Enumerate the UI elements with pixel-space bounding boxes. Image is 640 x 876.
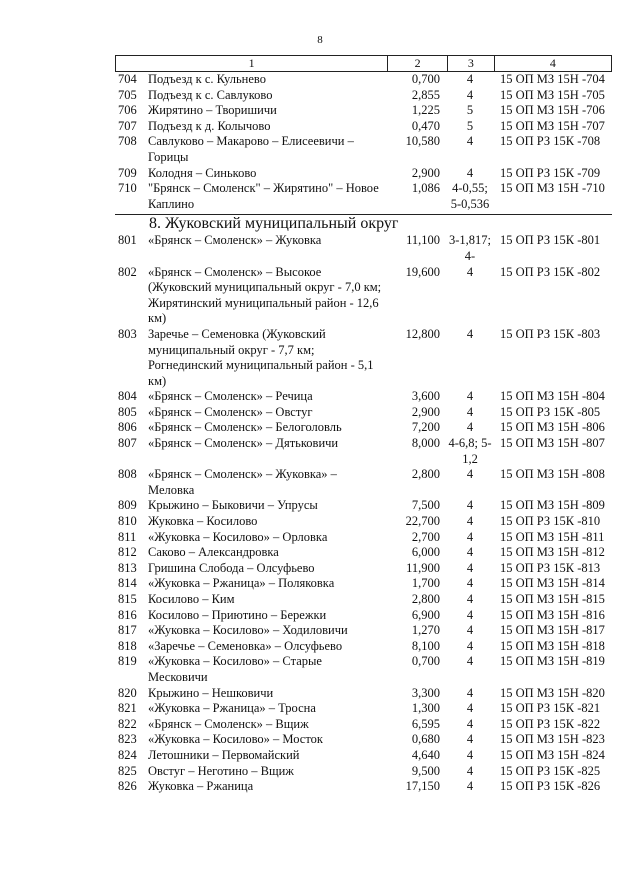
road-name: «Жуковка – Косилово» – Мосток (148, 732, 323, 747)
road-category: 4 (466, 560, 474, 575)
road-code: 15 ОП РЗ 15К -810 (500, 514, 601, 529)
table-row (115, 608, 612, 624)
road-code: 15 ОП МЗ 15Н -820 (500, 685, 605, 700)
table-row (115, 103, 612, 119)
row-number: 822 (118, 716, 137, 731)
table-row (115, 530, 612, 546)
road-code: 15 ОП РЗ 15К -825 (500, 763, 601, 778)
road-length: 17,150 (405, 779, 440, 794)
road-name: Косилово – Приютино – Бережки (148, 607, 327, 622)
row-number: 813 (118, 560, 137, 575)
table-row (115, 327, 612, 389)
road-code: 15 ОП МЗ 15Н -806 (500, 420, 605, 435)
road-code: 15 ОП МЗ 15Н -706 (500, 103, 605, 118)
road-category: 4 (466, 545, 474, 560)
row-number: 708 (118, 134, 137, 149)
table-row (115, 654, 612, 685)
rows-district-8 (115, 233, 612, 794)
section-title: 8. Жуковский муниципальный округ (115, 214, 612, 233)
road-name: Косилово – Ким (148, 592, 235, 606)
road-code: 15 ОП РЗ 15К -802 (500, 264, 601, 279)
row-number: 807 (118, 436, 137, 451)
table-row (115, 701, 612, 717)
road-length: 0,700 (411, 72, 440, 86)
road-length: 2,900 (411, 165, 440, 180)
row-number: 816 (118, 607, 137, 622)
road-name: «Брянск – Смоленск» – Жуковка (148, 233, 322, 248)
road-category: 4 (466, 87, 474, 102)
road-length: 11,900 (406, 560, 440, 575)
road-code: 15 ОП МЗ 15Н -809 (500, 498, 605, 513)
table-row (115, 686, 612, 702)
road-name: Подъезд к д. Колычово (148, 118, 271, 133)
table-row (115, 592, 612, 608)
road-name: Жирятино – Творишичи (148, 103, 277, 118)
row-number: 707 (118, 118, 137, 133)
road-name: Овстуг – Неготино – Вщиж (148, 763, 294, 778)
road-length: 1,700 (411, 576, 440, 591)
road-length: 12,800 (405, 326, 440, 341)
road-length: 2,855 (411, 87, 440, 102)
road-name: Летошники – Первомайский (148, 747, 300, 762)
road-length: 7,200 (411, 420, 440, 435)
table-row (115, 233, 612, 264)
road-category: 4 (466, 326, 474, 341)
road-code: 15 ОП МЗ 15Н -824 (500, 747, 605, 762)
road-length: 6,000 (411, 545, 440, 560)
road-length: 9,500 (411, 763, 440, 778)
road-code: 15 ОП МЗ 15Н -815 (500, 592, 605, 606)
road-name: «Жуковка – Косилово» – Орловка (148, 529, 328, 544)
road-code: 15 ОП РЗ 15К -709 (500, 165, 601, 180)
road-name: «Брянск – Смоленск» – Вщиж (148, 716, 309, 731)
table-row (115, 467, 612, 498)
page-number: 8 (317, 34, 323, 46)
table-row (115, 717, 612, 733)
road-category: 4 (466, 638, 474, 653)
road-length: 3,300 (411, 685, 440, 700)
road-length: 8,100 (411, 638, 440, 653)
table-row (115, 166, 612, 182)
row-number: 801 (118, 233, 137, 248)
road-length: 1,086 (411, 181, 440, 196)
road-code: 15 ОП МЗ 15Н -814 (500, 576, 605, 591)
road-category: 4 (466, 72, 474, 86)
road-category: 4 (466, 529, 474, 544)
table-row (115, 72, 612, 88)
road-name: Жуковка – Ржаница (148, 779, 254, 794)
row-number: 709 (118, 165, 137, 180)
row-number: 814 (118, 576, 137, 591)
road-code: 15 ОП РЗ 15К -708 (500, 134, 601, 149)
row-number: 710 (118, 181, 137, 196)
table-row (115, 119, 612, 135)
table-row (115, 779, 612, 795)
road-length: 2,700 (411, 529, 440, 544)
road-length: 19,600 (405, 264, 440, 279)
road-code: 15 ОП РЗ 15К -821 (500, 701, 601, 716)
road-name: «Брянск – Смоленск» – Жуковка» – Меловка (148, 467, 337, 497)
road-name: Савлуково – Макарово – Елисеевичи – Горицы (148, 134, 354, 164)
road-length: 7,500 (411, 498, 440, 513)
road-code: 15 ОП МЗ 15Н -804 (500, 389, 605, 404)
road-category: 4 (466, 420, 474, 435)
road-category: 4-0,55; 5-0,536 (450, 181, 490, 211)
road-name: «Жуковка – Косилово» – Ходиловичи (148, 623, 348, 638)
table-row (115, 561, 612, 577)
table-row (115, 405, 612, 421)
road-code: 15 ОП МЗ 15Н -812 (500, 545, 605, 560)
row-number: 802 (118, 264, 137, 279)
row-number: 826 (118, 779, 137, 794)
road-code: 15 ОП МЗ 15Н -816 (500, 607, 605, 622)
row-number: 804 (118, 389, 137, 404)
header-col-2: 2 (387, 56, 447, 71)
row-number: 803 (118, 326, 137, 341)
road-category: 4 (466, 165, 474, 180)
road-length: 2,900 (411, 404, 440, 419)
road-category: 4 (466, 467, 474, 482)
row-number: 820 (118, 685, 137, 700)
road-category: 5 (466, 103, 474, 118)
row-number: 817 (118, 623, 137, 638)
road-length: 8,000 (411, 436, 440, 451)
table-row (115, 764, 612, 780)
road-name: Колодня – Синьково (148, 165, 257, 180)
row-number: 809 (118, 498, 137, 513)
road-name: Крыжино – Быковичи – Упрусы (148, 498, 318, 513)
road-name: Заречье – Семеновка (Жуковский муниципальный округ - 7,7 км; Рогнединский муниципальный район - 5,1 км) (148, 326, 374, 388)
road-name: «Брянск – Смоленск» – Овстуг (148, 404, 313, 419)
road-name: Подъезд к с. Кульнево (148, 72, 266, 86)
row-number: 825 (118, 763, 137, 778)
road-category: 4 (466, 747, 474, 762)
road-category: 4 (466, 592, 474, 606)
road-category: 4 (466, 498, 474, 513)
road-code: 15 ОП МЗ 15Н -817 (500, 623, 605, 638)
road-length: 4,640 (411, 747, 440, 762)
row-number: 704 (118, 72, 137, 86)
road-code: 15 ОП РЗ 15К -826 (500, 779, 601, 794)
road-name: Крыжино – Нешковичи (148, 685, 274, 700)
road-name: Жуковка – Косилово (148, 514, 258, 529)
row-number: 823 (118, 732, 137, 747)
road-category: 4-6,8; 5-1,2 (448, 436, 492, 466)
road-category: 4 (466, 701, 474, 716)
road-category: 4 (466, 685, 474, 700)
road-category: 4 (466, 732, 474, 747)
road-category: 4 (466, 763, 474, 778)
road-name: «Брянск – Смоленск» – Высокое (Жуковский муниципальный округ - 7,0 км; Жирятинский муниципальный район - 12,6 км) (148, 264, 382, 326)
road-category: 4 (466, 576, 474, 591)
table-row (115, 498, 612, 514)
road-length: 11,100 (406, 233, 440, 248)
road-category: 5 (466, 118, 474, 133)
row-number: 706 (118, 103, 137, 118)
road-category: 4 (466, 404, 474, 419)
table-row (115, 514, 612, 530)
road-code: 15 ОП МЗ 15Н -807 (500, 436, 605, 451)
row-number: 812 (118, 545, 137, 560)
road-code: 15 ОП РЗ 15К -813 (500, 560, 601, 575)
road-code: 15 ОП МЗ 15Н -823 (500, 732, 605, 747)
road-length: 2,800 (411, 592, 440, 606)
road-length: 10,580 (405, 134, 440, 149)
road-code: 15 ОП РЗ 15К -803 (500, 326, 601, 341)
road-code: 15 ОП РЗ 15К -801 (500, 233, 601, 248)
road-category: 4 (466, 779, 474, 794)
row-number: 821 (118, 701, 137, 716)
header-col-1: 1 (248, 56, 255, 70)
row-number: 824 (118, 747, 137, 762)
road-name: «Жуковка – Косилово» – Старые Месковичи (148, 654, 322, 684)
road-length: 22,700 (405, 514, 440, 529)
road-length: 1,270 (411, 623, 440, 638)
header-col-4: 4 (494, 56, 611, 71)
road-category: 4 (466, 389, 474, 404)
row-number: 705 (118, 87, 137, 102)
road-length: 2,800 (411, 467, 440, 482)
row-number: 805 (118, 404, 137, 419)
road-category: 4 (466, 716, 474, 731)
road-code: 15 ОП РЗ 15К -805 (500, 404, 601, 419)
row-number: 806 (118, 420, 137, 435)
road-category: 4 (466, 134, 474, 149)
road-code: 15 ОП РЗ 15К -822 (500, 716, 601, 731)
road-name: Гришина Слобода – Олсуфьево (148, 560, 315, 575)
table-row (115, 88, 612, 104)
road-code: 15 ОП МЗ 15Н -705 (500, 87, 605, 102)
road-code: 15 ОП МЗ 15Н -819 (500, 654, 605, 669)
road-category: 4 (466, 654, 474, 669)
table-row (115, 576, 612, 592)
road-name: "Брянск – Смоленск" – Жирятино" – Новое Каплино (148, 181, 379, 211)
row-number: 811 (118, 529, 137, 544)
table-row (115, 748, 612, 764)
road-length: 6,900 (411, 607, 440, 622)
row-number: 818 (118, 638, 137, 653)
road-name: Саково – Александровка (148, 545, 279, 560)
road-length: 0,700 (411, 654, 440, 669)
road-name: «Брянск – Смоленск» – Речица (148, 389, 313, 404)
table-row (115, 545, 612, 561)
road-code: 15 ОП МЗ 15Н -811 (500, 529, 605, 544)
road-registry-table (115, 55, 612, 795)
road-name: «Жуковка – Ржаница» – Поляковка (148, 576, 335, 591)
table-row (115, 639, 612, 655)
table-row (115, 436, 612, 467)
row-number: 810 (118, 514, 137, 529)
road-length: 0,680 (411, 732, 440, 747)
table-row (115, 265, 612, 327)
road-length: 1,300 (411, 701, 440, 716)
table-row (115, 732, 612, 748)
road-category: 4 (466, 264, 474, 279)
table-row (115, 134, 612, 165)
road-name: «Заречье – Семеновка» – Олсуфьево (148, 638, 343, 653)
road-code: 15 ОП МЗ 15Н -710 (500, 181, 605, 196)
road-length: 6,595 (411, 716, 440, 731)
row-number: 819 (118, 654, 137, 669)
table-header (115, 55, 612, 72)
road-code: 15 ОП МЗ 15Н -704 (500, 72, 605, 86)
rows-district-7 (115, 72, 612, 212)
table-row (115, 181, 612, 212)
road-code: 15 ОП МЗ 15Н -707 (500, 118, 605, 133)
road-name: «Брянск – Смоленск» – Белоголовль (148, 420, 342, 435)
road-length: 0,470 (411, 118, 440, 133)
table-row (115, 623, 612, 639)
road-length: 1,225 (411, 103, 440, 118)
road-category: 3-1,817; 4- (448, 233, 491, 263)
road-category: 4 (466, 514, 474, 529)
row-number: 815 (118, 592, 137, 606)
road-category: 4 (466, 623, 474, 638)
road-code: 15 ОП МЗ 15Н -818 (500, 638, 605, 653)
header-col-3: 3 (447, 56, 494, 71)
road-name: «Жуковка – Ржаница» – Тросна (148, 701, 316, 716)
row-number: 808 (118, 467, 137, 482)
road-code: 15 ОП МЗ 15Н -808 (500, 467, 605, 482)
table-row (115, 389, 612, 405)
road-category: 4 (466, 607, 474, 622)
road-name: Подъезд к с. Савлуково (148, 87, 273, 102)
road-name: «Брянск – Смоленск» – Дятьковичи (148, 436, 339, 451)
road-length: 3,600 (411, 389, 440, 404)
table-row (115, 420, 612, 436)
